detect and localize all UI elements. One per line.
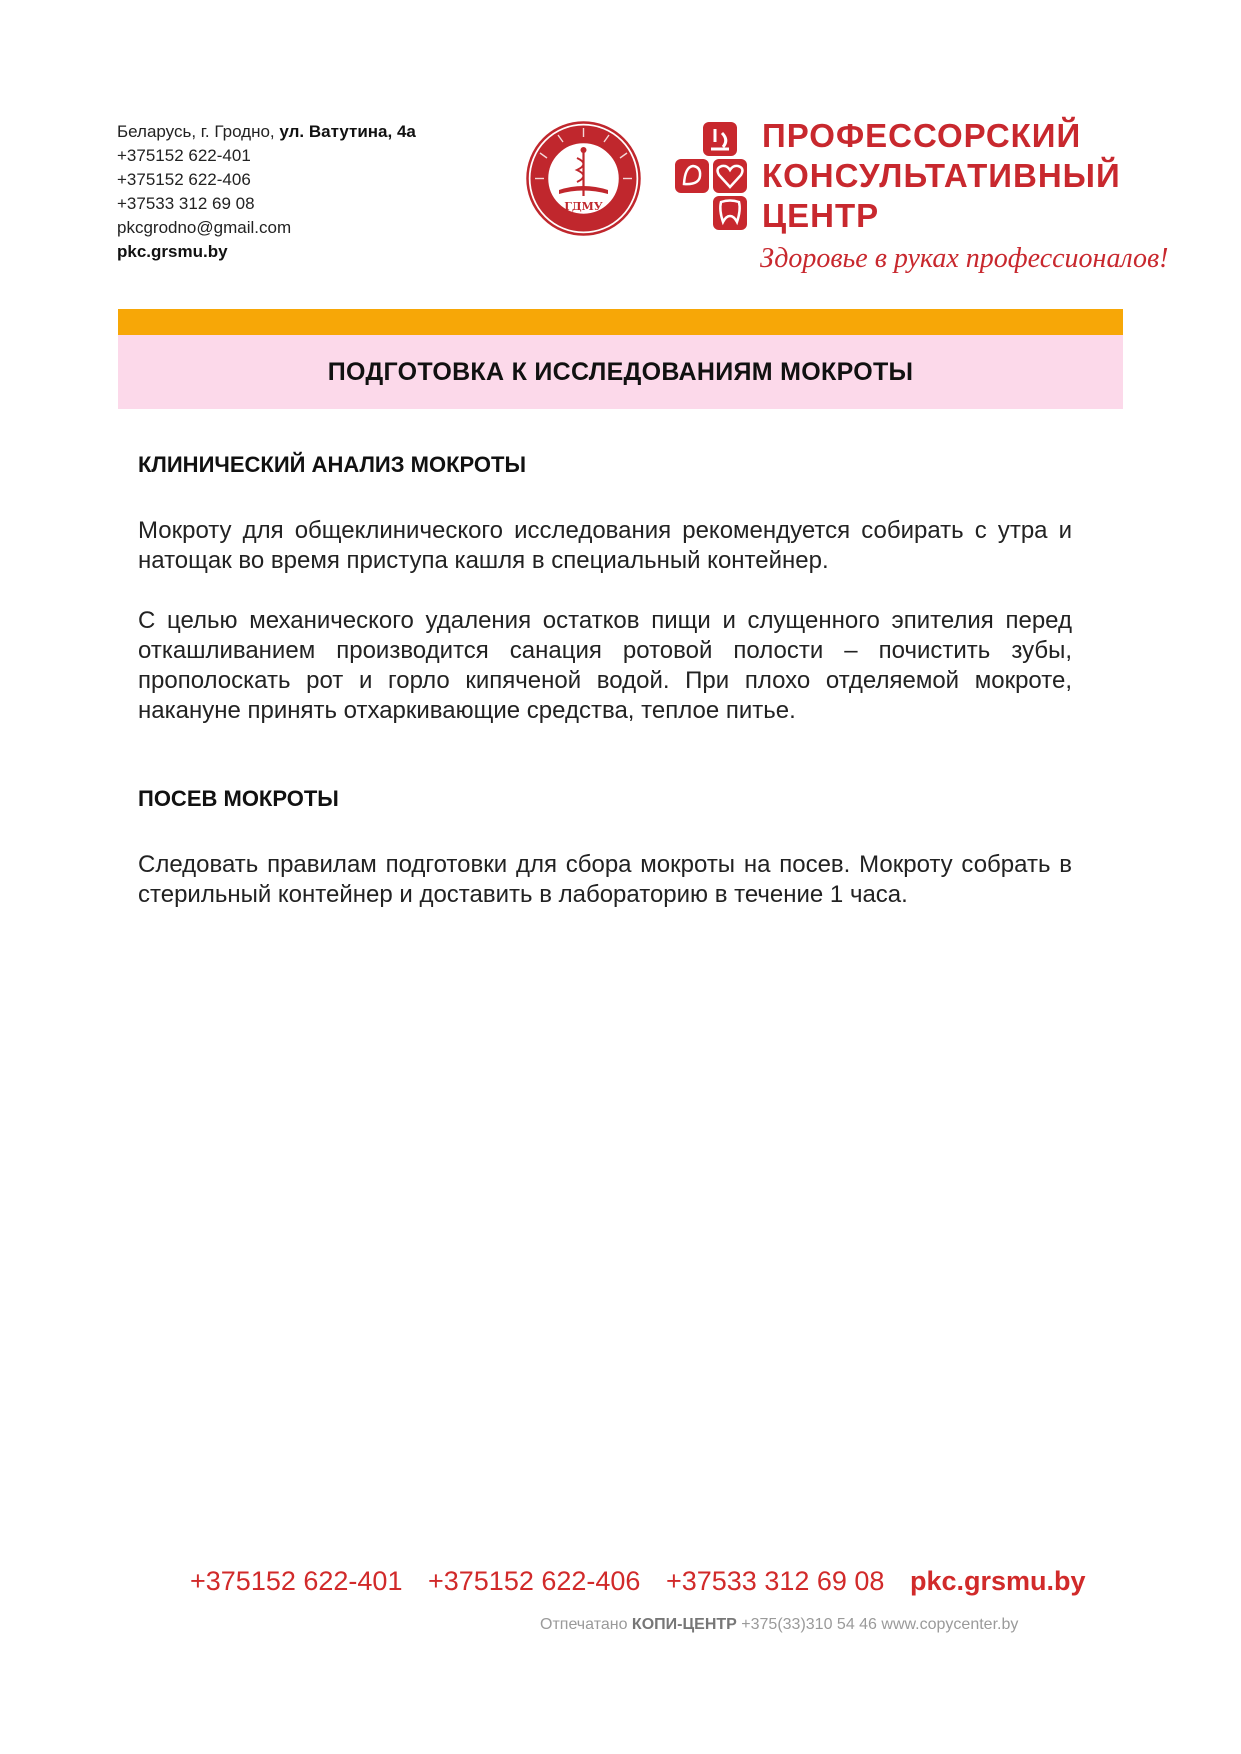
brand-slogan: Здоровье в руках профессионалов!: [760, 243, 1169, 274]
university-seal: [525, 120, 642, 237]
section-heading: КЛИНИЧЕСКИЙ АНАЛИЗ МОКРОТЫ: [138, 452, 526, 477]
phone-1[interactable]: +375152 622-401: [117, 146, 251, 165]
paragraph: Следовать правилам подготовки для сбора мокроты на посев. Мокроту собрать в стерильный контейнер и доставить в лабораторию в течение 1 часа.: [138, 851, 1072, 908]
footer-contacts: [190, 1566, 1086, 1597]
address-street: ул. Ватутина, 4а: [279, 122, 416, 141]
brand-title-line: ЦЕНТР: [762, 197, 880, 234]
document-body: [138, 452, 1072, 910]
paragraph: Мокроту для общеклинического исследования рекомендуется собирать с утра и натощак во время приступа кашля в специальный контейнер.: [138, 517, 1072, 574]
footer-phone-2[interactable]: +375152 622-406: [427, 1566, 641, 1596]
printed-by-note: [540, 1616, 1018, 1634]
brand-title-line: КОНСУЛЬТАТИВНЫЙ: [762, 157, 1121, 194]
footer-phone-1[interactable]: +375152 622-401: [190, 1566, 403, 1596]
phone-3[interactable]: +37533 312 69 08: [117, 194, 255, 213]
footer-phone-3[interactable]: +37533 312 69 08: [665, 1566, 885, 1596]
email-link[interactable]: pkcgrodno@gmail.com: [117, 218, 292, 237]
university-seal-icon: [525, 120, 642, 237]
brand-title: [762, 116, 1121, 236]
footer-website-link[interactable]: pkc.grsmu.by: [909, 1566, 1086, 1596]
printed-brand: КОПИ-ЦЕНТР: [631, 1616, 737, 1633]
seal-abbr: ГДМУ: [564, 200, 603, 213]
address: [117, 120, 416, 144]
printed-prefix: Отпечатано: [540, 1616, 628, 1633]
header-contacts: [117, 120, 416, 264]
medical-cross-logo-icon: [675, 120, 755, 236]
paragraph: С целью механического удаления остатков пищи и слущенного эпителия перед откашливанием производится санация ротовой полости – почистить зубы, прополоскать рот и горло кипяченой водой. При плохо отделяемой мокроте, накануне принять отхаркивающие средства, теплое питье.: [138, 607, 1072, 724]
address-prefix: Беларусь, г. Гродно,: [117, 122, 275, 141]
accent-bar: [118, 309, 1123, 335]
phone-2[interactable]: +375152 622-406: [117, 170, 251, 189]
page-title: ПОДГОТОВКА К ИССЛЕДОВАНИЯМ МОКРОТЫ: [327, 357, 914, 386]
printed-contact: +375(33)310 54 46 www.copycenter.by: [741, 1616, 1019, 1633]
brand-title-line: ПРОФЕССОРСКИЙ: [762, 117, 1082, 154]
section-heading: ПОСЕВ МОКРОТЫ: [138, 786, 339, 811]
website-link[interactable]: pkc.grsmu.by: [117, 242, 228, 261]
brand-logo: [675, 116, 1169, 286]
title-band: [118, 335, 1123, 409]
